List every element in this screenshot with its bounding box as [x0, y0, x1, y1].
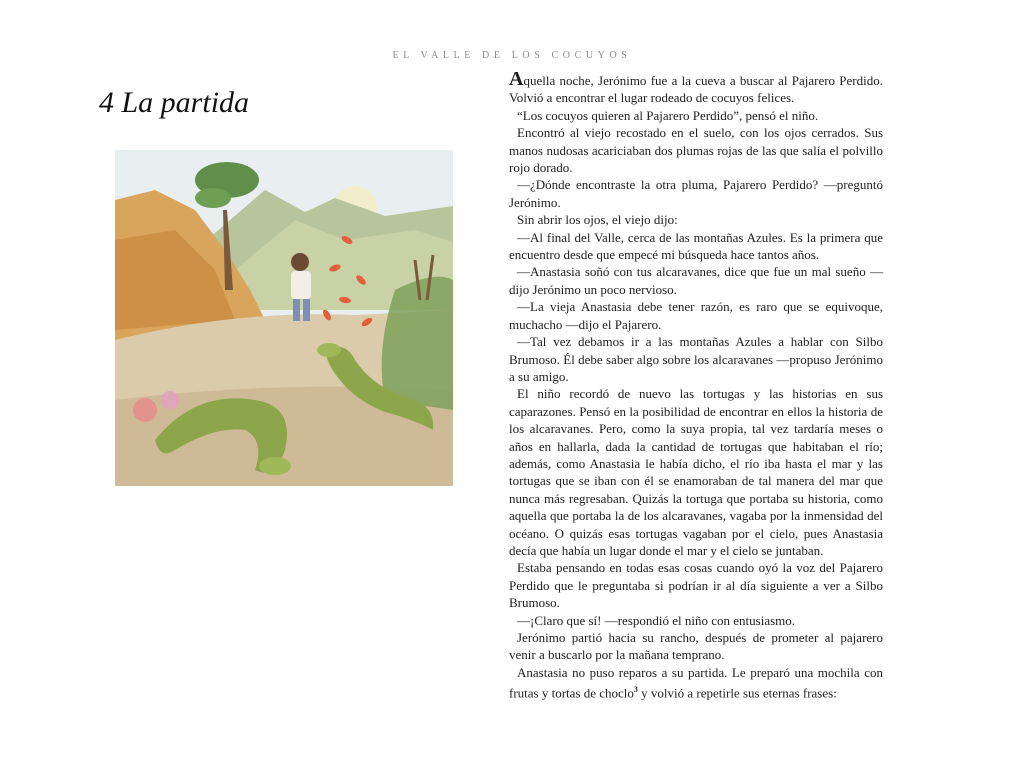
paragraph: —Anastasia soñó con tus alcaravanes, dice que fue un mal sueño —dijo Jerónimo un poco nervioso. [509, 264, 883, 297]
running-head: EL VALLE DE LOS COCUYOS [392, 50, 632, 61]
paragraph: Jerónimo partió hacia su rancho, después de prometer al pajarero venir a buscarlo por la mañana temprano. [509, 630, 883, 663]
paragraph: —La vieja Anastasia debe tener razón, es raro que se equivoque, muchacho —dijo el Pajarero. [509, 299, 883, 332]
illustration-boy-head [291, 253, 309, 271]
footnote-marker[interactable]: 3 [633, 685, 638, 695]
chapter-title: 4 La partida [99, 86, 250, 119]
illustration-flower [133, 398, 157, 422]
chapter-illustration [115, 150, 453, 486]
paragraph-text: Anastasia no puso reparos a su partida. Le preparó una mochila con frutas y tortas de choclo [509, 664, 883, 701]
paragraph: —¡Claro que sí! —respondió el niño con entusiasmo. [517, 612, 796, 628]
chapter-text [509, 68, 883, 702]
paragraph-text: quella noche, Jerónimo fue a la cueva a buscar al Pajarero Perdido. Volvió a encontrar el lugar rodeado de cocuyos felices. [509, 73, 883, 106]
paragraph [509, 68, 883, 107]
paragraph: El niño recordó de nuevo las tortugas y las historias en sus caparazones. Pensó en la posibilidad de encontrar en ellos la historia de los alcaravanes. Pero, como la suya propia, tal vez tardaría meses o años en hallarla, dada la cantidad de tortugas que habitaban el río; además, como Anastasia le había dicho, el río iba hasta el mar y las tortugas que se iban con él se enamoraban de tal manera del mar que nunca más regresaban. Quizás la tortuga que portaba su historia, como aquella que portaba la de los alcaravanes, vagaba por la inmensidad del océano. O quizás esas tortugas vagaban por el cielo, pues Anastasia decía que había un lugar donde el mar y el cielo se juntaban. [509, 386, 883, 558]
paragraph-text: y volvió a repetirle sus eternas frases: [637, 685, 837, 701]
paragraph [509, 664, 883, 702]
paragraph: Sin abrir los ojos, el viejo dijo: [517, 212, 678, 228]
illustration-boy-body [291, 271, 311, 299]
drop-cap: A [509, 68, 524, 90]
paragraph: —Tal vez debamos ir a las montañas Azules a hablar con Silbo Brumoso. Él debe saber algo sobre los alcaravanes —propuso Jerónimo a su amigo. [509, 334, 883, 384]
paragraph: —Al final del Valle, cerca de las montañas Azules. Es la primera que encuentro desde que empecé mi búsqueda hace tantos años. [509, 229, 883, 263]
paragraph: “Los cocuyos quieren al Pajarero Perdido”, pensó el niño. [517, 107, 819, 123]
paragraph: Encontró al viejo recostado en el suelo, con los ojos cerrados. Sus manos nudosas acariciaban dos plumas rojas de las que salía el polvillo rojo dorado. [509, 125, 883, 176]
paragraph: Estaba pensando en todas esas cosas cuando oyó la voz del Pajarero Perdido que le preguntaba si podrían ir al día siguiente a ver a Silbo Brumoso. [509, 560, 883, 611]
paragraph: —¿Dónde encontraste la otra pluma, Pajarero Perdido? —preguntó Jerónimo. [509, 177, 883, 210]
